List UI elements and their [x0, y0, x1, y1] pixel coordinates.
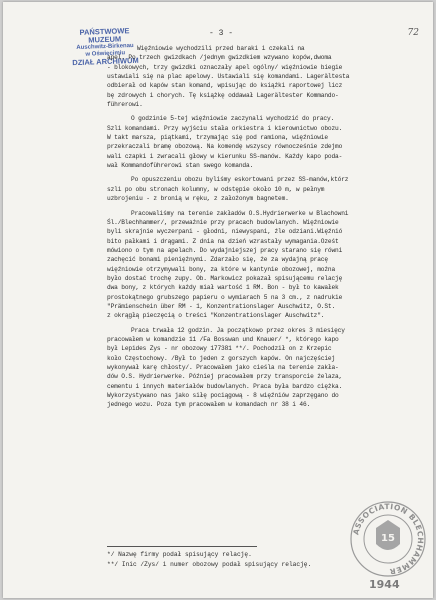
text-line: Wykorzystywano nas jako siłę pociągową - 8 więźniów zaprzęgano do: [107, 392, 339, 400]
text-line: "Prämienschein über RM - 1, Konzentrationslager Auschwitz, O.St.: [107, 302, 336, 310]
text-line: był Lepides Zys - nr obozowy 177381 **/. Pochodził on z Krzepic: [107, 345, 332, 353]
page-number: - 3 -: [209, 29, 234, 38]
stamp-line-4: DZIAŁ ARCHIWUM: [72, 55, 139, 68]
text-line: Po opuszczeniu obozu byliśmy eskortowani przez SS-manów,którz: [131, 176, 349, 184]
text-line: było dostać trochę zupy. Ob. Markowicz pokazał spisującemu relację: [107, 274, 343, 282]
text-line: Praca trwała 12 godzin. Ja początkowo przez okres 3 miesięcy: [131, 326, 345, 334]
text-line: przekraczali bramę obozową. Na komendę wszyscy równocześnie zdejmo: [107, 143, 343, 151]
text-line: odbierał od kapów stan komand, wpisując do książki raportowej licz: [107, 82, 343, 90]
blechhammer-association-logo: [347, 498, 429, 594]
text-line: prostokątnego grubszego papieru o wymiarach 5 na 3 cm., z nadrukie: [107, 293, 343, 301]
paragraph: [107, 326, 425, 410]
text-line: wał Kommandoführerowi stan swego komanda.: [107, 162, 254, 170]
footnote-2: **/ Inic /Zys/ i numer obozowy podał spisujący relację.: [107, 561, 312, 568]
stamp-line-1: PAŃSTWOWE MUZEUM: [79, 26, 130, 45]
text-line: koło Częstochowy. /Był to jeden z gorszych kapów. On najczęściej: [107, 354, 336, 362]
logo-ring-text: ASSOCIATION BLECHHAMMER: [351, 501, 426, 577]
document-body: [107, 44, 425, 410]
text-line: z okrągłą pieczęcią o treści "Konzentrationslager Auschwitz".: [107, 312, 325, 320]
text-line: wykonywał karę chłosty/. Pracowałem jako cieśla na terenie zakła-: [107, 364, 339, 371]
text-line: zachęcić bonami pieniężnymi. Zdarzało się, że za wydajną pracę: [107, 256, 328, 264]
text-line: Więźniowie wychodzili przed baraki i czekali na: [137, 45, 305, 52]
paragraph: [107, 44, 425, 109]
text-line: - blokowych, trzy gwizdki oznaczały apel ogólny/ więźniowie biegie: [107, 63, 343, 71]
text-line: więźniowie otrzymywali bony, za które w kantynie obozowej, można: [107, 265, 336, 273]
text-line: dów O.S. Hydrierwerke. Później pracowałem przy transporcie żelaza,: [107, 373, 343, 381]
paragraph: [107, 114, 425, 170]
text-line: szli po obu stronach kolumny, w odstępie około 10 m, w pełnym: [107, 185, 325, 193]
paragraph: [107, 209, 425, 321]
text-line: Szli komandami. Przy wyjściu stała orkiestra i kierownictwo obozu.: [107, 124, 343, 132]
text-line: uzbrojeniu - z bronią w ręku, z założonym bagnetem.: [107, 195, 289, 203]
handwritten-page-number: 72: [407, 28, 419, 38]
footnote-1: */ Nazwę firmy podał spisujący relację.: [107, 551, 252, 558]
text-line: mówiono o tym na apelach. Do wydajniejszej pracy starano się równi: [107, 246, 343, 254]
stamp-line-3: w Oświęcimiu: [85, 50, 126, 58]
text-line: W takt marsza, piątkami, trzymając się pod ramiona, więźniowie: [107, 134, 328, 142]
text-line: cementu i innych materiałów budowlanych. Praca była bardzo ciężka.: [107, 382, 343, 390]
text-line: dwa bony, z których każdy miał wartość 1 RM. Bon - był to kawałek: [107, 284, 339, 292]
text-line: jednego wozu. Poza tym pracowałem w komandach nr 38 i 46.: [107, 401, 311, 409]
footnote-separator: [107, 546, 257, 547]
text-line: byli skrajnie wyczerpani - głodni, niewyspani, źle odziani.Więźnió: [107, 228, 343, 236]
text-line: Śl./Blechhammer/, przeważnie przy pracach budowlanych. Więźniowie: [107, 218, 339, 226]
text-line: bito pałkami i drągami. Z dnia na dzień wzrastały wymagania.Oześt: [107, 237, 339, 245]
text-line: pracowałem w komandzie 11 /Fa Bosswan und Knauer/ *, którego kapo: [107, 335, 339, 343]
logo-badge-number: 15: [381, 533, 395, 544]
document-page: [3, 2, 433, 598]
text-line: führerowi.: [107, 101, 143, 109]
paragraph: [107, 175, 425, 203]
stamp-line-2: Auschwitz-Birkenau: [76, 43, 134, 51]
logo-year: 1944: [369, 578, 400, 591]
logo-emblem-icon: [347, 498, 429, 580]
text-line: ustawiali się na plac apelowy. Ustawiali się komandami. Lagerältesta: [107, 73, 350, 81]
text-line: O godzinie 5-tej więźniowie zaczynali wychodzić do pracy.: [131, 115, 335, 123]
text-line: bę zdrowych i chorych. Tę książkę oddawał Lagerältester Kommando-: [107, 91, 339, 99]
text-line: wali czapki i zwracali głowy w kierunku SS-manów. Każdy kapo poda-: [107, 152, 343, 160]
text-line: apel. Po trzech gwizdkach /jednym gwizdkiem wzywano kopów,dwoma: [107, 54, 332, 62]
text-line: Pracowaliśmy na terenie zakładów O.S.Hydrierwerke w Blachowni: [131, 209, 349, 217]
